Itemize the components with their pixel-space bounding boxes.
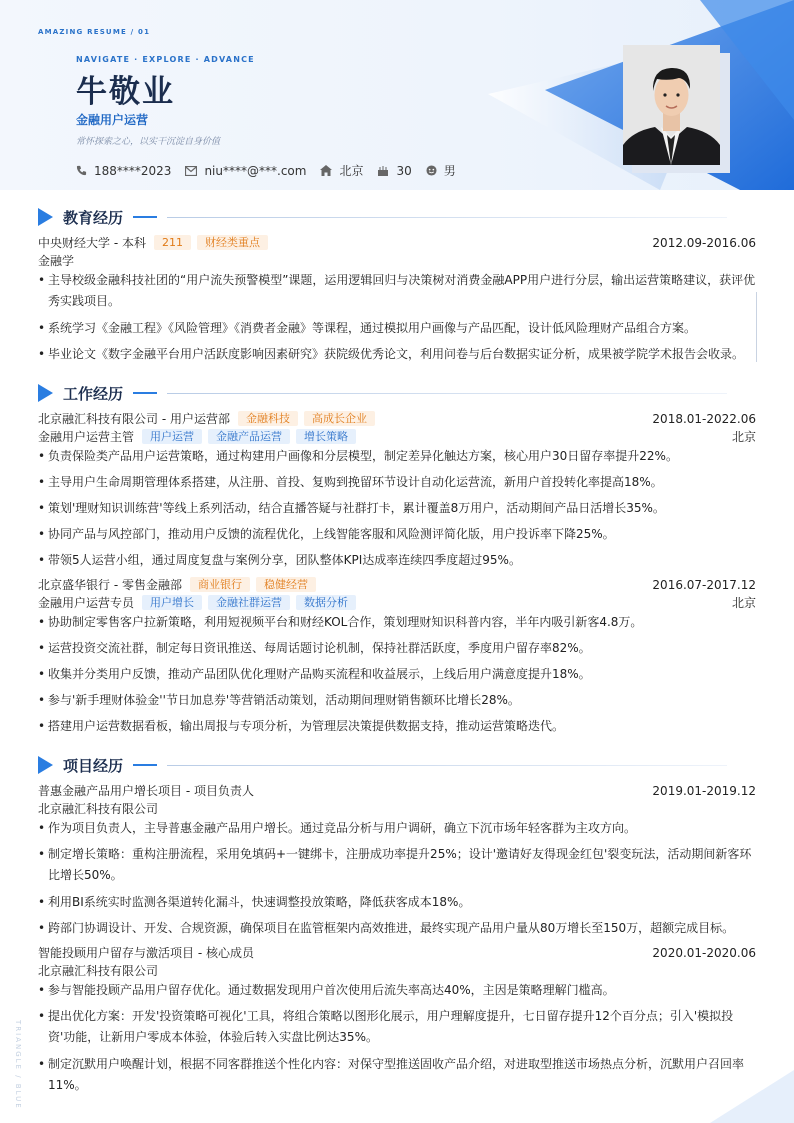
city: 北京: [339, 164, 364, 178]
list-item: • 系统学习《金融工程》《风险管理》《消费者金融》等课程，通过模拟用户画像与产品匹配，设计低风险理财产品组合方案。: [38, 318, 756, 339]
section-divider: [167, 217, 727, 218]
education-tag: 211: [154, 235, 191, 250]
role-title: 金融用户运营专员: [38, 596, 135, 610]
list-item: • 制定沉默用户唤醒计划，根据不同客群推送个性化内容：对保守型推送固收产品介绍，对进取型推送市场热点分析，沉默用户召回率11%。: [38, 1054, 756, 1096]
role-tag: 用户运营: [142, 429, 202, 444]
section-triangle-icon: [38, 208, 53, 226]
list-item: • 运营投资交流社群，制定每日资讯推送、每周话题讨论机制，保持社群活跃度，季度用户留存率82%。: [38, 638, 756, 659]
role-tag: 增长策略: [296, 429, 356, 444]
role-tag: 金融产品运营: [208, 429, 290, 444]
section-title: 工作经历: [63, 384, 124, 403]
section-title: 教育经历: [63, 208, 124, 227]
project-period: 2019.01-2019.12: [652, 783, 756, 798]
job-city: 北京: [731, 430, 756, 444]
list-item: • 协助制定零售客户拉新策略，利用短视频平台和财经KOL合作，策划理财知识科普内容，半年内吸引新客4.8万。: [38, 612, 756, 633]
section-accent: [133, 392, 157, 394]
section-header-work: [38, 383, 727, 403]
list-item: • 收集并分类用户反馈，推动产品团队优化理财产品购买流程和收益展示，上线后用户满意度提升18%。: [38, 664, 756, 685]
contact-age: [377, 164, 411, 178]
company-tag: 高成长企业: [304, 411, 375, 426]
list-item: • 制定增长策略：重构注册流程，采用免填码+一键绑卡，注册成功率提升25%；设计'邀请好友得现金红包'裂变玩法，活动期间新客环比增长50%。: [38, 844, 756, 886]
role-row: [38, 594, 756, 611]
company-tag: 金融科技: [238, 411, 298, 426]
resume-kicker: AMAZING RESUME / 01: [38, 28, 151, 36]
company-line: 北京盛华银行 - 零售金融部: [38, 578, 182, 592]
section-header-education: [38, 207, 727, 227]
list-item: • 负责保险类产品用户运营策略，通过构建用户画像和分层模型，制定差异化触达方案，核心用户30日留存率提升22%。: [38, 446, 756, 467]
gender: 男: [443, 164, 456, 178]
list-item: • 提出优化方案：开发'投资策略可视化'工具，将组合策略以图形化展示，用户理解度提升，七日留存提升12个百分点；引入'模拟投资'功能，让新用户零成本体验，体验后转入实盘比例达35%。: [38, 1006, 756, 1048]
school-line: 中央财经大学 - 本科: [38, 236, 146, 250]
role-title: 金融用户运营主管: [38, 430, 135, 444]
role-tag: 金融社群运营: [208, 595, 290, 610]
education-header: [38, 234, 756, 251]
section-header-projects: [38, 755, 727, 775]
section-title: 项目经历: [63, 756, 124, 775]
section-accent: [133, 764, 157, 766]
list-item: • 参与智能投顾产品用户留存优化。通过数据发现用户首次使用后流失率高达40%，主因是策略理解门槛高。: [38, 980, 756, 1001]
job-title: 金融用户运营: [76, 113, 149, 127]
job-header: [38, 576, 756, 593]
job-header: [38, 410, 756, 427]
candidate-name: 牛敬业: [76, 74, 175, 110]
project-period: 2020.01-2020.06: [652, 945, 756, 960]
list-item: • 利用BI系统实时监测各渠道转化漏斗，快速调整投放策略，降低获客成本18%。: [38, 892, 756, 913]
role-row: [38, 428, 756, 445]
profile-photo: [623, 45, 720, 165]
list-item: • 主导校级金融科技社团的“用户流失预警模型”课题，运用逻辑回归与决策树对消费金融APP用户进行分层，输出运营策略建议，获评优秀实践项目。: [38, 270, 756, 312]
list-item: • 参与'新手理财体验金''节日加息券'等营销活动策划，活动期间理财销售额环比增长28%。: [38, 690, 756, 711]
contact-email: [185, 164, 306, 178]
cake-icon: [377, 165, 389, 176]
company-tag: 商业银行: [190, 577, 250, 592]
nav-tagline: NAVIGATE · EXPLORE · ADVANCE: [76, 55, 255, 64]
phone-icon: [76, 165, 87, 176]
education-tag: 财经类重点: [197, 235, 268, 250]
list-item: • 带领5人运营小组，通过周度复盘与案例分享，团队整体KPI达成率连续四季度超过95%。: [38, 550, 756, 571]
smile-icon: [426, 165, 437, 176]
list-item: • 主导用户生命周期管理体系搭建，从注册、首投、复购到挽留环节设计自动化运营流，新用户首投转化率提高18%。: [38, 472, 756, 493]
project-name: 智能投顾用户留存与激活项目 - 核心成员: [38, 946, 254, 960]
motto: 常怀探索之心，以实干沉淀自身价值: [76, 137, 221, 147]
job-period: 2018.01-2022.06: [652, 411, 756, 426]
mail-icon: [185, 166, 197, 176]
company-line: 北京融汇科技有限公司 - 用户运营部: [38, 412, 230, 426]
list-item: • 协同产品与风控部门，推动用户反馈的流程优化，上线智能客服和风险测评简化版，用户投诉率下降25%。: [38, 524, 756, 545]
contact-gender: [426, 162, 456, 179]
list-item: • 作为项目负责人，主导普惠金融产品用户增长。通过竞品分析与用户调研，确立下沉市场年轻客群为主攻方向。: [38, 818, 756, 839]
section-triangle-icon: [38, 384, 53, 402]
project-name: 普惠金融产品用户增长项目 - 项目负责人: [38, 784, 254, 798]
footer-decoration: [690, 1050, 794, 1123]
home-icon: [320, 165, 332, 176]
section-divider: [167, 393, 727, 394]
project-org: 北京融汇科技有限公司: [38, 964, 159, 978]
list-item: • 策划'理财知识训练营'等线上系列活动，结合直播答疑与社群打卡，累计覆盖8万用户，活动期间产品日活增长35%。: [38, 498, 756, 519]
role-tag: 数据分析: [296, 595, 356, 610]
contact-phone: [76, 164, 171, 178]
portrait-illustration: [623, 45, 720, 165]
phone-number: 188****2023: [94, 163, 172, 178]
section-divider: [167, 765, 727, 766]
section-triangle-icon: [38, 756, 53, 774]
major: 金融学: [38, 254, 75, 268]
contact-bar: [76, 162, 470, 179]
education-period: 2012.09-2016.06: [652, 235, 756, 250]
side-watermark: TRIANGLE / BLUE: [14, 1020, 22, 1110]
role-tag: 用户增长: [142, 595, 202, 610]
list-item: • 跨部门协调设计、开发、合规资源，确保项目在监管框架内高效推进，最终实现产品用户量从80万增长至150万，超额完成目标。: [38, 918, 756, 939]
email-address: niu****@***.com: [204, 163, 307, 178]
list-item: • 搭建用户运营数据看板，输出周报与专项分析，为管理层决策提供数据支持，推动运营策略迭代。: [38, 716, 756, 737]
age: 30: [396, 163, 412, 178]
company-tag: 稳健经营: [256, 577, 316, 592]
contact-city: [320, 162, 363, 179]
job-city: 北京: [731, 596, 756, 610]
project-header: [38, 782, 756, 799]
project-org: 北京融汇科技有限公司: [38, 802, 159, 816]
job-period: 2016.07-2017.12: [652, 577, 756, 592]
margin-rule: [756, 292, 757, 362]
project-header: [38, 944, 756, 961]
list-item: • 毕业论文《数字金融平台用户活跃度影响因素研究》获院级优秀论文，利用问卷与后台数据实证分析，成果被学院学术报告会收录。: [38, 344, 756, 365]
section-accent: [133, 216, 157, 218]
